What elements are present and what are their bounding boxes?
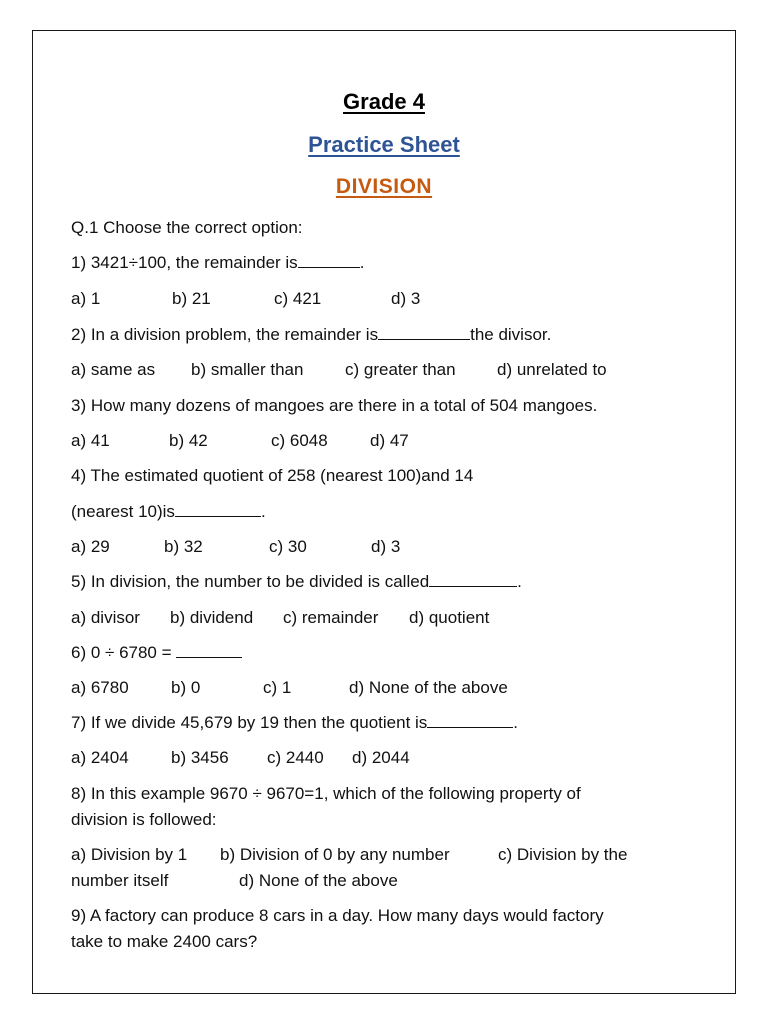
option-a: a) same as <box>71 360 156 379</box>
question-2 <box>71 322 551 348</box>
option-c: c) 1 <box>263 678 292 697</box>
question-7-period: . <box>513 713 519 732</box>
answer-blank <box>427 711 513 728</box>
question-6 <box>71 640 242 666</box>
question-6-text: 6) 0 ÷ 6780 = <box>71 643 177 662</box>
answer-blank <box>378 323 470 340</box>
option-d: d) 3 <box>371 537 401 556</box>
option-a: a) 6780 <box>71 678 129 697</box>
question-4-line-2 <box>71 499 266 525</box>
option-b: b) 42 <box>169 431 208 450</box>
option-b: b) 3456 <box>171 748 229 767</box>
option-d: d) unrelated to <box>497 360 607 379</box>
option-d: d) 47 <box>370 431 409 450</box>
option-a: a) Division by 1 <box>71 845 188 864</box>
option-d: d) quotient <box>409 608 490 627</box>
option-b: b) smaller than <box>191 360 304 379</box>
option-a: a) divisor <box>71 608 140 627</box>
option-a: a) 1 <box>71 289 101 308</box>
question-5-text: 5) In division, the number to be divided is called <box>71 572 430 591</box>
option-b: b) Division of 0 by any number <box>220 845 450 864</box>
option-c: c) greater than <box>345 360 456 379</box>
answer-blank <box>298 251 360 268</box>
question-9-line-1: 9) A factory can produce 8 cars in a day. How many days would factory <box>71 906 604 925</box>
question-7 <box>71 710 518 736</box>
option-c: c) 6048 <box>271 431 328 450</box>
option-d: d) 2044 <box>352 748 410 767</box>
question-4-period: . <box>260 502 266 521</box>
option-d: d) 3 <box>391 289 421 308</box>
option-c: c) 421 <box>274 289 322 308</box>
question-3: 3) How many dozens of mangoes are there in a total of 504 mangoes. <box>71 396 598 415</box>
answer-blank <box>175 500 261 517</box>
answer-blank <box>429 570 517 587</box>
option-d: d) None of the above <box>239 871 398 890</box>
option-a: a) 2404 <box>71 748 129 767</box>
question-1 <box>71 250 364 276</box>
option-b: b) 0 <box>171 678 201 697</box>
question-5 <box>71 569 522 595</box>
question-8-line-2: division is followed: <box>71 810 217 829</box>
practice-sheet-title: Practice Sheet <box>308 132 460 157</box>
worksheet-border <box>32 30 736 994</box>
answer-blank <box>176 641 242 658</box>
option-c: c) 2440 <box>267 748 324 767</box>
option-c: c) remainder <box>283 608 379 627</box>
option-a: a) 41 <box>71 431 110 450</box>
question-9-line-2: take to make 2400 cars? <box>71 932 258 951</box>
option-c: c) 30 <box>269 537 307 556</box>
question-2-tail: the divisor. <box>470 325 552 344</box>
question-5-period: . <box>517 572 522 591</box>
question-7-text: 7) If we divide 45,679 by 19 then the quotient is <box>71 713 428 732</box>
question-1-text: 1) 3421÷100, the remainder is <box>71 253 298 272</box>
topic-heading: DIVISION <box>335 175 433 198</box>
grade-heading: Grade 4 <box>343 89 425 114</box>
question-2-text: 2) In a division problem, the remainder is <box>71 325 379 344</box>
option-b: b) dividend <box>170 608 254 627</box>
question-8-line-1: 8) In this example 9670 ÷ 9670=1, which of the following property of <box>71 784 581 803</box>
option-a: a) 29 <box>71 537 110 556</box>
option-b: b) 21 <box>172 289 211 308</box>
question-1-period: . <box>359 253 365 272</box>
question-4-text: (nearest 10)is <box>71 502 175 521</box>
question-4-line-1: 4) The estimated quotient of 258 (nearest 100)and 14 <box>71 466 474 485</box>
option-c: c) Division by the <box>498 845 628 864</box>
option-c-continued: number itself <box>71 871 169 890</box>
instruction-text: Q.1 Choose the correct option: <box>71 218 303 237</box>
option-d: d) None of the above <box>349 678 508 697</box>
option-b: b) 32 <box>164 537 203 556</box>
